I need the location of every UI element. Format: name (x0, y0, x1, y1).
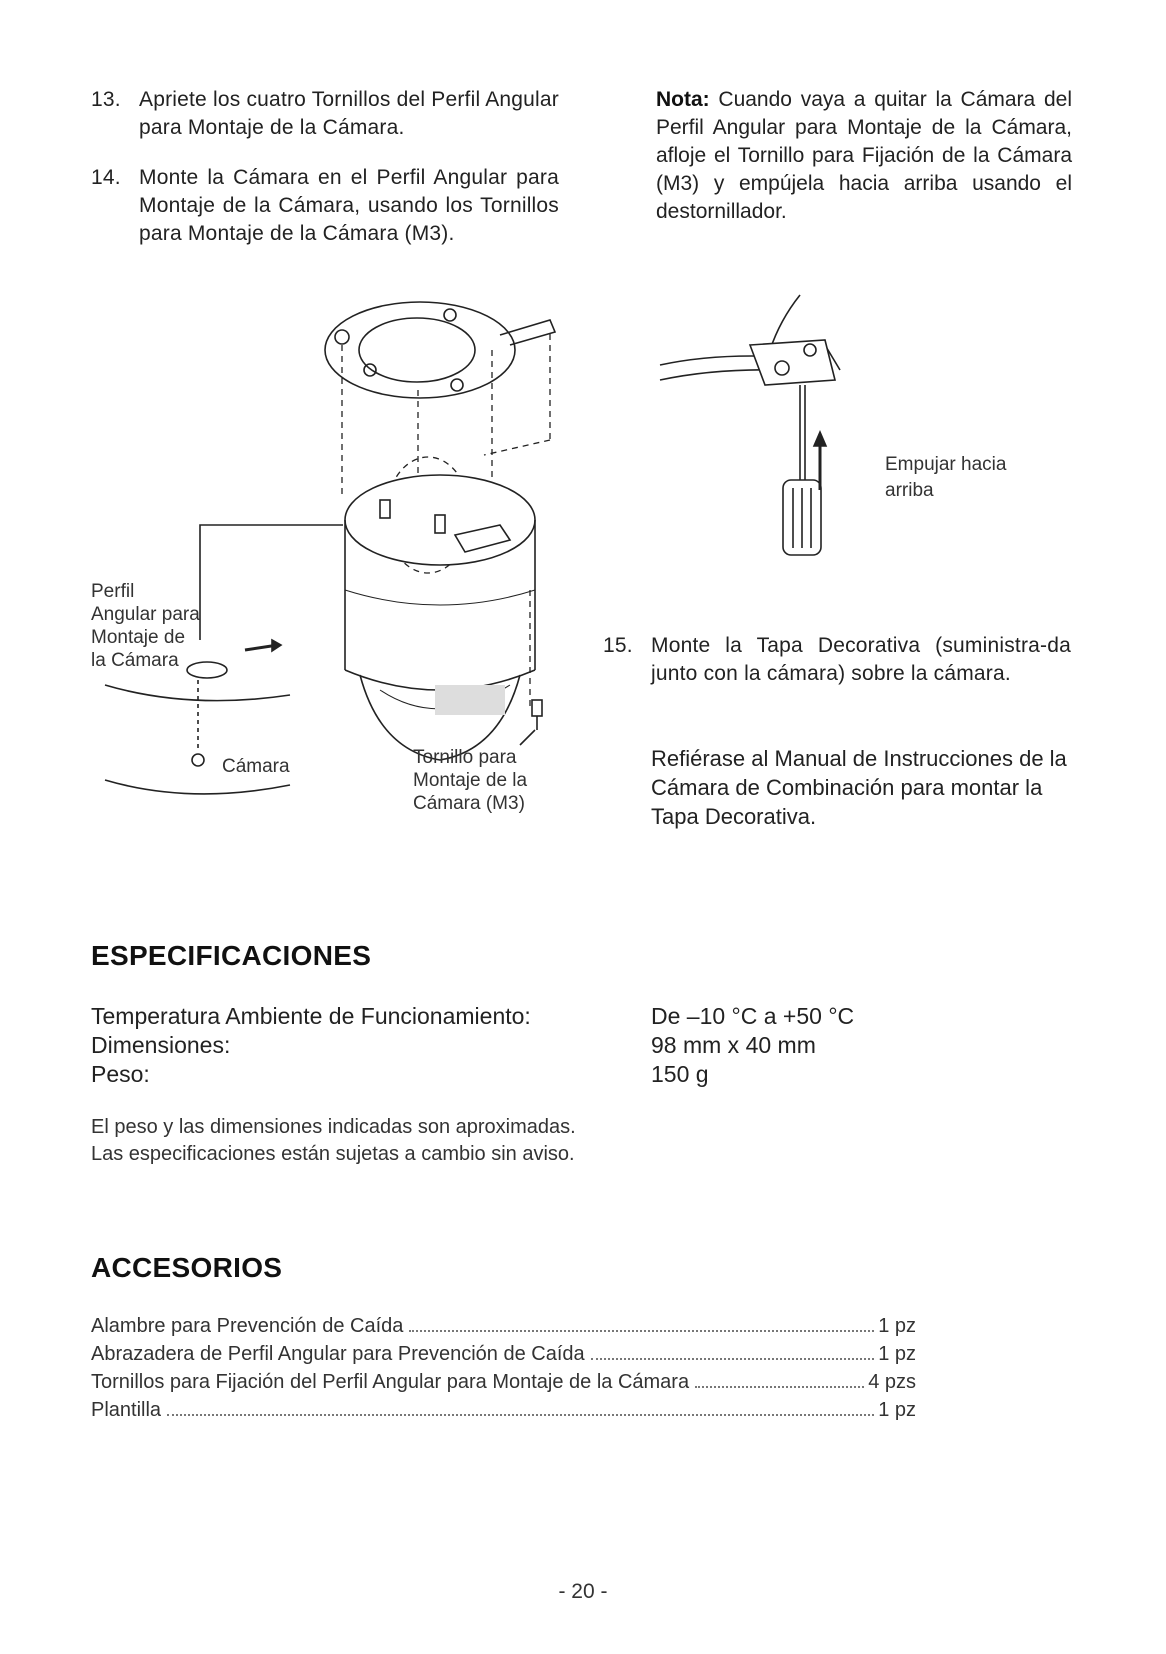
step-14 (91, 164, 561, 284)
spec-value: 98 mm x 40 mm (651, 1032, 816, 1058)
accessory-name: Alambre para Prevención de Caída (91, 1315, 404, 1337)
spec-label: Temperatura Ambiente de Funcionamiento: (91, 1003, 531, 1029)
label-bracket: Perfil Angular para Montaje de la Cámara (91, 581, 200, 671)
label-push: Empujar hacia arriba (885, 454, 1007, 501)
accessory-qty: 4 pzs (868, 1371, 916, 1393)
spec-label: Dimensiones: (91, 1032, 231, 1058)
accessory-item (91, 1368, 916, 1396)
accessory-item (91, 1312, 916, 1340)
accessory-item (91, 1340, 916, 1368)
accessory-qty: 1 pz (878, 1315, 916, 1337)
step-text: Monte la Tapa Decorativa (suministra-da junto con la cámara) sobre la cámara. (651, 634, 1071, 685)
specs-note: Las especificaciones están sujetas a cambio sin aviso. (91, 1143, 575, 1165)
step-text: Monte la Cámara en el Perfil Angular para Montaje de la Cámara, usando los Tornillos para Montaje de la Cámara (M3). (139, 166, 559, 245)
step-number: 13. (91, 88, 121, 111)
leader-dots (591, 1358, 875, 1360)
accessory-name: Plantilla (91, 1399, 162, 1421)
spec-value: 150 g (651, 1061, 709, 1087)
leader-dots (695, 1386, 864, 1388)
specs-note: El peso y las dimensiones indicadas son aproximadas. (91, 1116, 576, 1138)
refer-text: Refiérase al Manual de Instrucciones de la Cámara de Combinación para montar la Tapa Decorativa. (651, 746, 1067, 829)
step-number: 15. (603, 634, 633, 657)
accessories-heading: ACCESORIOS (91, 1252, 283, 1283)
accessory-qty: 1 pz (878, 1399, 916, 1421)
label-screw: Tornillo para Montaje de la Cámara (M3) (413, 747, 528, 814)
spec-value: De –10 °C a +50 °C (651, 1003, 855, 1029)
step-13 (91, 86, 561, 146)
note-text: Cuando vaya a quitar la Cámara del Perfil Angular para Montaje de la Cámara, afloje el Tornillo para Fijación de la Cámara (M3) y empújela hacia arriba usando el destornillador. (656, 88, 1072, 223)
specs-heading: ESPECIFICACIONES (91, 940, 372, 971)
accessory-name: Abrazadera de Perfil Angular para Prevención de Caída (91, 1343, 585, 1365)
accessory-item (91, 1396, 916, 1424)
page-number: - 20 - (558, 1580, 608, 1603)
accessory-qty: 1 pz (878, 1343, 916, 1365)
note-label: Nota: (656, 88, 710, 111)
accessory-name: Tornillos para Fijación del Perfil Angular para Montaje de la Cámara (91, 1371, 690, 1393)
step-15 (603, 632, 1073, 722)
leader-dots (167, 1414, 874, 1416)
screwdriver-illustration (650, 290, 1030, 590)
leader-dots (409, 1330, 874, 1332)
label-camera: Cámara (222, 756, 290, 777)
step-text: Apriete los cuatro Tornillos del Perfil Angular para Montaje de la Cámara. (139, 88, 559, 139)
note (656, 86, 1072, 226)
step-number: 14. (91, 166, 121, 189)
spec-label: Peso: (91, 1061, 150, 1087)
